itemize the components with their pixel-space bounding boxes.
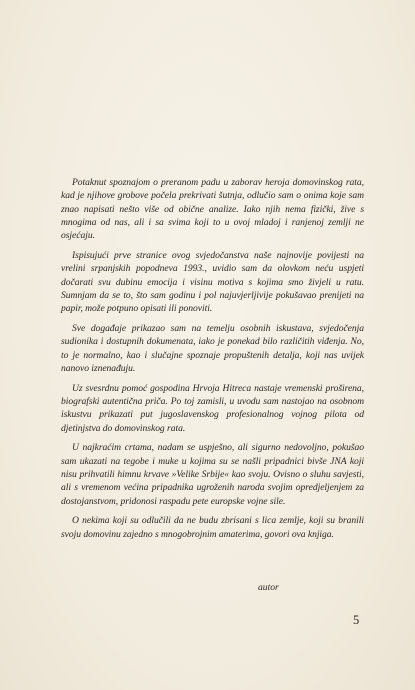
paragraph-5: U najkraćim crtama, nadam se uspješno, ali sigurno nedovoljno, pokušao sam ukazati na tegobe i muke u kojima su se našli pripadnici bivše JNA koji nisu prihvatili himnu krvave »Velike Srbije« kao svoju. Ovisno o sluhu savjesti, ali s vremenom većina pripadnika ugroženih naroda svojim opredjeljenjem za dostojanstvom, pridonosi raspadu pete europske vojne sile. bbox=[61, 442, 364, 507]
preface-text bbox=[61, 176, 364, 547]
paragraph-4: Uz svesrdnu pomoć gospodina Hrvoja Hitreca nastaje vremenski proširena, biografski autentična priča. Po toj zamisli, u uvodu sam nastojao na osobnom iskustvu prikazati put jugoslavenskog profesionalnog vojnog pilota od djetinjstva do domovinskog rata. bbox=[61, 382, 364, 434]
paragraph-6: O nekima koji su odlučili da ne budu zbrisani s lica zemlje, koji su branili svoju domovinu zajedno s mnogobrojnim amaterima, govori ova knjiga. bbox=[61, 515, 364, 540]
paragraph-1: Potaknut spoznajom o preranom padu u zaborav heroja domovinskog rata, kad je njihove grobove počela prekrivati šutnja, odlučio sam o onima koje sam znao napisati nešto više od obične analize. Iako njih nema fizički, žive s mnogima od nas, ali i sa svima koji to u ovoj mladoj i ranjenoj zemlji ne osjećaju. bbox=[61, 177, 364, 242]
paragraph-2: Ispisujući prve stranice ovog svjedočanstva naše najnovije povijesti na vrelini srpanjskih popodneva 1993., uvidio sam da olovkom neću uspjeti dočarati svu dubinu emocija i visinu motiva s kojima smo živjeli u ratu. Sumnjam da se to, što sam godinu i pol najuvjerljivije pokušavao prenijeti na papir, može potpuno opisati ili ponoviti. bbox=[61, 249, 364, 315]
author-signature: autor bbox=[258, 582, 279, 593]
paragraph-3: Sve događaje prikazao sam na temelju osobnih iskustava, svjedočenja sudionika i dostupnih dokumenata, iako je ponekad bilo različitih viđenja. No, to je normalno, kao i slučajne spoznaje propuštenih detalja, koji nas uvijek nanovo iznenađuju. bbox=[61, 322, 364, 374]
page-number: 5 bbox=[353, 613, 360, 627]
